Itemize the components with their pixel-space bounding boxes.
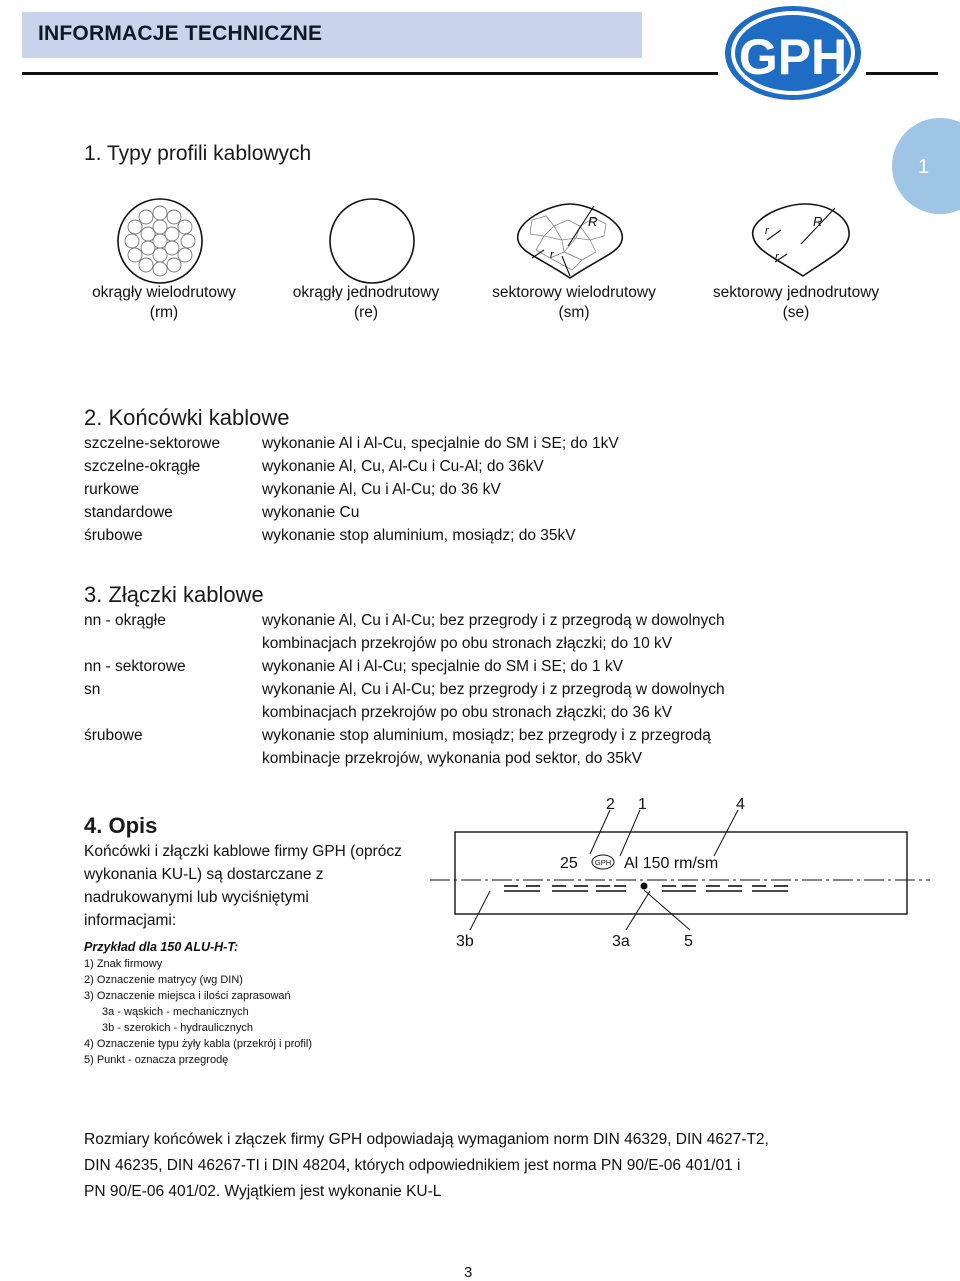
para-line: nadrukowanymi lub wyciśniętymi <box>84 889 309 906</box>
table-row <box>84 724 944 770</box>
section4-paragraph <box>84 840 444 932</box>
stamp-right: Al 150 rm/sm <box>624 855 719 872</box>
row-desc: wykonanie Al, Cu i Al-Cu; bez przegrody i z przegrodą w dowolnych <box>262 681 725 698</box>
section2-table <box>84 432 904 547</box>
table-row <box>84 501 904 524</box>
profile-label: sektorowy jednodrutowy <box>712 284 880 301</box>
page-number: 3 <box>464 1264 473 1281</box>
profile-sm-caption <box>470 283 678 323</box>
row-desc: kombinacjach przekrojów po obu stronach złączki; do 10 kV <box>262 635 673 652</box>
table-row <box>84 655 944 678</box>
header-title: INFORMACJE TECHNICZNE <box>38 22 323 45</box>
profile-rm-diagram <box>115 196 205 286</box>
footer-line: DIN 46235, DIN 46267-TI i DIN 48204, których odpowiednikiem jest norma PN 90/E-06 401/01 i <box>84 1157 741 1174</box>
row-desc: wykonanie Cu <box>262 504 360 521</box>
footer-paragraph <box>84 1127 944 1205</box>
list-item: 1) Znak firmowy <box>84 958 163 970</box>
row-name: szczelne-sektorowe <box>84 435 221 452</box>
row-name: śrubowe <box>84 727 143 744</box>
profile-code: (se) <box>782 304 810 321</box>
list-item: 3b - szerokich - hydraulicznych <box>102 1022 254 1034</box>
profile-code: (sm) <box>558 304 590 321</box>
section4-title: 4. Opis <box>84 813 158 838</box>
row-name: śrubowe <box>84 527 143 544</box>
table-row <box>84 524 904 547</box>
row-name: rurkowe <box>84 481 140 498</box>
example-list <box>84 938 444 1068</box>
profile-label: sektorowy wielodrutowy <box>492 284 656 301</box>
radius-R-label: R <box>813 214 823 229</box>
row-desc: wykonanie Al, Cu i Al-Cu; do 36 kV <box>262 481 501 498</box>
profile-sm-diagram <box>510 200 630 280</box>
table-row <box>84 478 904 501</box>
diagram-label: 5 <box>684 933 693 950</box>
stamp-left: 25 <box>560 855 578 872</box>
row-desc: wykonanie stop aluminium, mosiądz; bez przegrody i z przegrodą <box>262 727 711 744</box>
section2-title: 2. Końcówki kablowe <box>84 405 290 430</box>
profile-label: okrągły wielodrutowy <box>92 284 236 301</box>
logo-text: GPH <box>738 29 848 85</box>
radius-r-label: r <box>765 225 769 237</box>
row-desc: wykonanie Al, Cu, Al-Cu i Cu-Al; do 36kV <box>262 458 544 475</box>
para-line: Końcówki i złączki kablowe firmy GPH (oprócz <box>84 843 402 860</box>
profile-se-caption <box>692 283 900 323</box>
para-line: wykonania KU-L) są dostarczane z <box>84 866 324 883</box>
header-rule-right <box>866 72 938 75</box>
profile-re-caption <box>272 283 460 323</box>
row-name: nn - sektorowe <box>84 658 186 675</box>
row-name: nn - okrągłe <box>84 612 166 629</box>
marking-diagram <box>430 790 930 960</box>
row-desc: kombinacje przekrojów, wykonania pod sektor, do 35kV <box>262 750 642 767</box>
diagram-label: 3b <box>456 933 474 950</box>
diagram-label: 4 <box>736 796 745 813</box>
list-item: 2) Oznaczenie matrycy (wg DIN) <box>84 974 243 986</box>
row-desc: wykonanie Al i Al-Cu, specjalnie do SM i SE; do 1kV <box>262 435 619 452</box>
profile-code: (rm) <box>149 304 179 321</box>
diagram-label: 1 <box>638 796 647 813</box>
list-item: 3) Oznaczenie miejsca i ilości zaprasowań <box>84 990 291 1002</box>
stamp-logo: GPH <box>594 858 612 867</box>
list-item: 4) Oznaczenie typu żyły kabla (przekrój i profil) <box>84 1038 313 1050</box>
list-item: 5) Punkt - oznacza przegrodę <box>84 1054 229 1066</box>
table-row <box>84 432 904 455</box>
row-name: sn <box>84 681 101 698</box>
radius-r-label: r <box>550 249 554 261</box>
row-desc: wykonanie Al i Al-Cu; specjalnie do SM i SE; do 1 kV <box>262 658 623 675</box>
row-desc: kombinacjach przekrojów po obu stronach złączki; do 36 kV <box>262 704 673 721</box>
diagram-label: 2 <box>606 796 615 813</box>
profile-se-diagram <box>745 200 855 280</box>
para-line: informacjami: <box>84 912 177 929</box>
diagram-label: 3a <box>612 933 630 950</box>
footer-line: PN 90/E-06 401/02. Wyjątkiem jest wykonanie KU-L <box>84 1183 442 1200</box>
row-name: standardowe <box>84 504 173 521</box>
page-badge-number: 1 <box>918 156 930 178</box>
row-name: szczelne-okrągłe <box>84 458 201 475</box>
table-row <box>84 678 944 724</box>
section3-title: 3. Złączki kablowe <box>84 582 264 607</box>
section1-title: 1. Typy profili kablowych <box>84 142 312 165</box>
table-row <box>84 455 904 478</box>
radius-r-label: r <box>775 251 779 263</box>
header-rule <box>22 72 718 75</box>
profile-code: (re) <box>353 304 379 321</box>
table-row <box>84 609 944 655</box>
gph-logo <box>720 2 866 104</box>
section3-table <box>84 609 944 770</box>
profile-label: okrągły jednodrutowy <box>292 284 440 301</box>
example-title: Przykład dla 150 ALU-H-T: <box>84 940 239 954</box>
row-desc: wykonanie Al, Cu i Al-Cu; bez przegrody i z przegrodą w dowolnych <box>262 612 725 629</box>
profile-re-diagram <box>327 196 417 286</box>
radius-R-label: R <box>588 214 598 229</box>
footer-line: Rozmiary końcówek i złączek firmy GPH odpowiadają wymaganiom norm DIN 46329, DIN 4627-T2, <box>84 1131 769 1148</box>
profile-rm-caption <box>70 283 258 323</box>
row-desc: wykonanie stop aluminium, mosiądz; do 35kV <box>262 527 576 544</box>
list-item: 3a - wąskich - mechanicznych <box>102 1006 249 1018</box>
